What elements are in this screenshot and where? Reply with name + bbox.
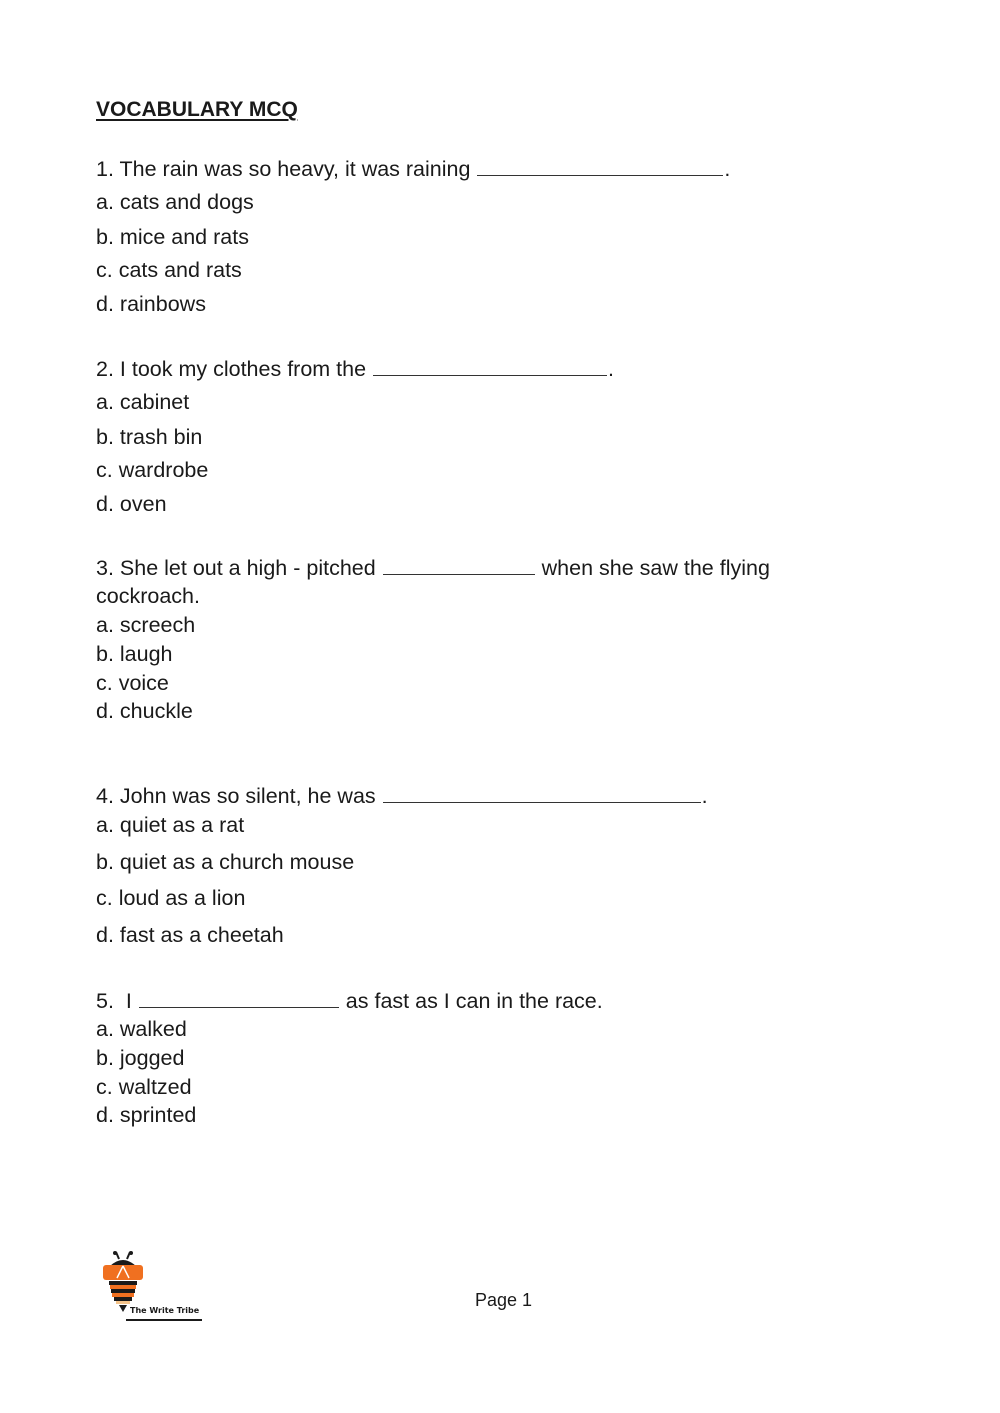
option-1a: a. cats and dogs — [96, 190, 254, 214]
option-5d: d. sprinted — [96, 1103, 197, 1127]
question-text: 4. John was so silent, he was — [96, 784, 382, 808]
option-1c: c. cats and rats — [96, 258, 242, 282]
bee-icon — [100, 1250, 210, 1328]
option-2a: a. cabinet — [96, 390, 190, 414]
option-2d: d. oven — [96, 492, 167, 516]
option-5c: c. waltzed — [96, 1075, 192, 1099]
question-3 — [96, 555, 770, 581]
option-3c: c. voice — [96, 671, 169, 695]
question-text-end: . — [608, 357, 615, 381]
logo-text: The Write Tribe — [130, 1306, 200, 1315]
write-tribe-logo — [100, 1250, 210, 1328]
option-4b: b. quiet as a church mouse — [96, 850, 355, 874]
question-5 — [96, 988, 603, 1014]
question-text-cont: when she saw the flying — [535, 556, 770, 580]
question-2 — [96, 356, 614, 382]
question-text: 5. I — [96, 989, 138, 1013]
option-4a: a. quiet as a rat — [96, 813, 245, 837]
question-text: 3. She let out a high - pitched — [96, 556, 382, 580]
answer-blank — [373, 357, 607, 376]
logo-underline — [126, 1319, 202, 1321]
question-4 — [96, 783, 708, 809]
option-2b: b. trash bin — [96, 425, 203, 449]
option-3b: b. laugh — [96, 642, 173, 666]
answer-blank — [477, 157, 723, 176]
option-2c: c. wardrobe — [96, 458, 209, 482]
answer-blank — [383, 556, 535, 575]
question-1 — [96, 156, 730, 182]
option-5b: b. jogged — [96, 1046, 185, 1070]
question-text-end: . — [724, 157, 731, 181]
option-1d: d. rainbows — [96, 292, 206, 316]
question-text: 2. I took my clothes from the — [96, 357, 373, 381]
option-3d: d. chuckle — [96, 699, 193, 723]
option-5a: a. walked — [96, 1017, 187, 1041]
option-1b: b. mice and rats — [96, 225, 249, 249]
page-number: Page 1 — [475, 1290, 533, 1310]
answer-blank — [383, 784, 701, 803]
question-3-continued: cockroach. — [96, 584, 200, 608]
question-text-end: . — [701, 784, 708, 808]
worksheet-title: VOCABULARY MCQ — [96, 98, 298, 121]
option-3a: a. screech — [96, 613, 196, 637]
answer-blank — [139, 989, 339, 1008]
option-4c: c. loud as a lion — [96, 886, 246, 910]
option-4d: d. fast as a cheetah — [96, 923, 284, 947]
question-text: 1. The rain was so heavy, it was raining — [96, 157, 477, 181]
question-text-cont: as fast as I can in the race. — [339, 989, 603, 1013]
